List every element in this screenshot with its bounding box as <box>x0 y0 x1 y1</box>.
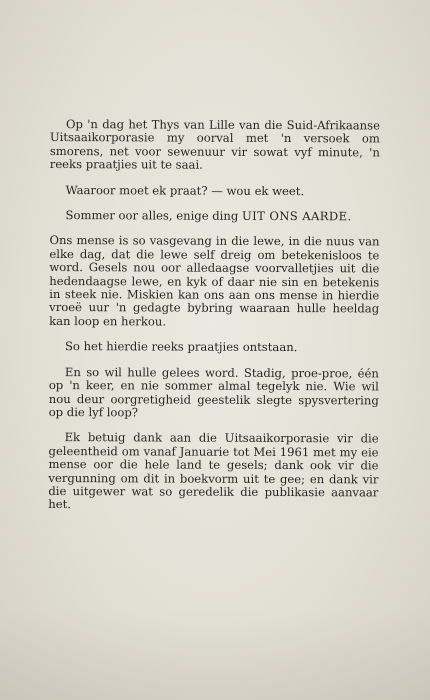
paragraph-question: Waaroor moet ek praat? — wou ek weet. <box>65 182 305 198</box>
book-title-reference: UIT ONS AARDE. <box>241 208 352 224</box>
answer-text: Sommer oor alles, enige ding <box>65 208 243 223</box>
paragraph-reading-advice: En so wil hulle gelees word. Stadig, proe-proe, één op 'n keer, en nie sommer almal tegelyk nie. Wie wil nou deur oorgretigheid geestelik slegte spysvertering op die lyf loop? <box>48 364 379 420</box>
paragraph-origin: So het hierdie reeks praatjies ontstaan. <box>64 339 298 355</box>
preface-text <box>48 118 380 525</box>
paragraph-motivation: Ons mense is so vasgevang in die lewe, in die nuus van elke dag, dat die lewe self dreig om betekenisloos te word. Gesels nou oor alledaagse voorvalletjies uit die hedendaagse lewe, en kyk of daar nie sin en betekenis in steek nie. Miskien kan ons aan ons mense in hierdie vroeë uur 'n gedagte bybring waaraan hulle heeldag kan loop en herkou. <box>49 233 380 329</box>
paragraph-acknowledgement: Ek betuig dank aan die Uitsaaikorporasie vir die geleentheid om vanaf Januarie tot Mei 1961 met my eie mense oor die hele land te gesels; dank ook vir die vergunning om dit in boekvorm uit te gee; en dank vir die uitgewer wat so geredelik die publikasie aanvaar het. <box>48 430 379 512</box>
paragraph-invitation: Op 'n dag het Thys van Lille van die Suid-Afrikaanse Uitsaaikorporasie my oorval met 'n versoek om smorens, net voor sewenuur vir sowat vyf minute, 'n reeks praatjies uit te saai. <box>49 117 381 172</box>
paragraph-answer <box>50 209 380 224</box>
